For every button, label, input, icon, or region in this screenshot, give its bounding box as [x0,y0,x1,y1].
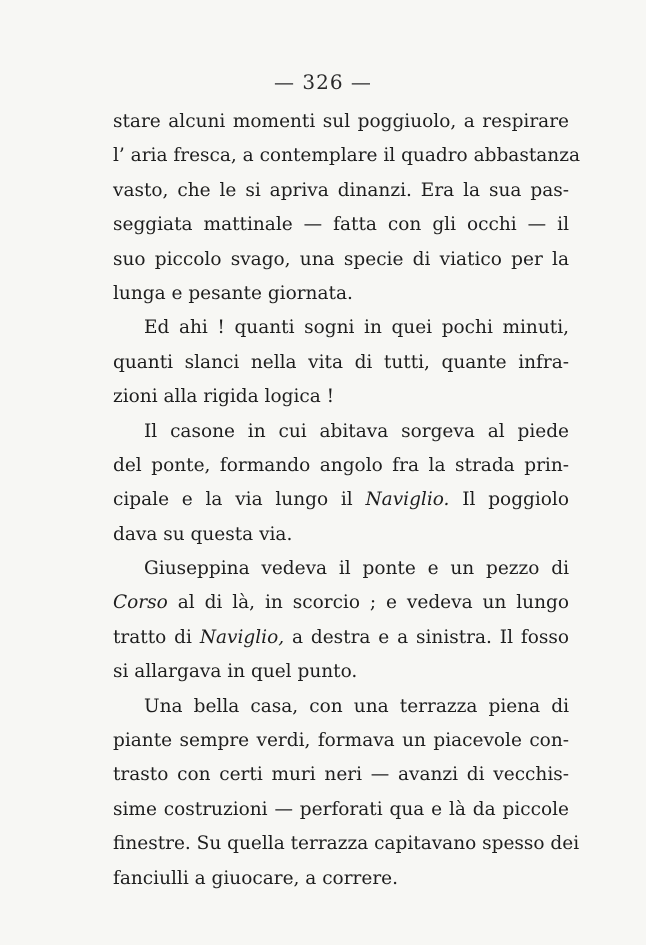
italic-text: Corso [113,592,168,614]
text-run: trasto con certi muri neri — avanzi di vecchis- [113,764,569,786]
text-line [113,655,569,689]
text-line [113,105,569,139]
text-run: Ed ahi ! quanti sogni in quei pochi minuti, [144,317,569,339]
text-run: seggiata mattinale — fatta con gli occhi — il [113,214,569,236]
text-run: si allargava in quel punto. [113,661,358,683]
text-line [113,793,569,827]
text-line [113,346,569,380]
text-line [113,415,569,449]
text-run: Giuseppina vedeva il ponte e un pezzo di [144,558,569,580]
text-line [113,243,569,277]
text-run: del ponte, formando angolo fra la strada prin- [113,454,569,476]
text-run: zioni alla rigida logica ! [113,386,335,408]
text-line [113,518,569,552]
text-run: quanti slanci nella vita di tutti, quante infra- [113,351,569,373]
text-run: sime costruzioni — perforati qua e là da piccole [113,798,569,820]
text-line [113,174,569,208]
text-line [113,311,569,345]
text-run: stare alcuni momenti sul poggiuolo, a respirare [113,111,569,132]
text-run: fanciulli a giuocare, a correre. [113,867,398,889]
text-run: piante sempre verdi, formava un piacevole con- [113,730,569,752]
text-line [113,621,569,655]
italic-text: Naviglio. [365,489,450,511]
text-run: suo piccolo svago, una specie di viatico per la [113,248,569,270]
text-line [113,758,569,792]
text-line [113,277,569,311]
text-line [113,690,569,724]
text-line [113,483,569,517]
text-run: vasto, che le si apriva dinanzi. Era la sua pas- [113,179,569,201]
text-run: finestre. Su quella terrazza capitavano spesso dei [113,833,580,855]
text-run: a destra e a sinistra. Il fosso [284,626,569,648]
text-run: Il poggiolo [449,489,569,511]
text-run: l’ aria fresca, a contemplare il quadro abbastanza [113,145,580,167]
body-text [113,105,580,896]
text-line [113,449,569,483]
page-number: — 326 — [274,70,372,94]
text-run: Il casone in cui abitava sorgeva al piede [144,420,569,442]
text-run: Una bella casa, con una terrazza piena di [144,695,569,717]
text-run: dava su questa via. [113,523,293,545]
text-line [113,862,569,896]
text-run: cipale e la via lungo il [113,489,366,511]
text-line [113,208,569,242]
text-line [113,552,569,586]
text-line [113,586,569,620]
text-line [113,724,569,758]
text-line [113,380,569,414]
text-run: lunga e pesante giornata. [113,282,353,304]
text-run: tratto di [113,626,200,648]
text-line [113,827,580,861]
text-run: al di là, in scorcio ; e vedeva un lungo [167,592,569,614]
italic-text: Naviglio, [199,626,285,648]
text-line [113,139,580,173]
